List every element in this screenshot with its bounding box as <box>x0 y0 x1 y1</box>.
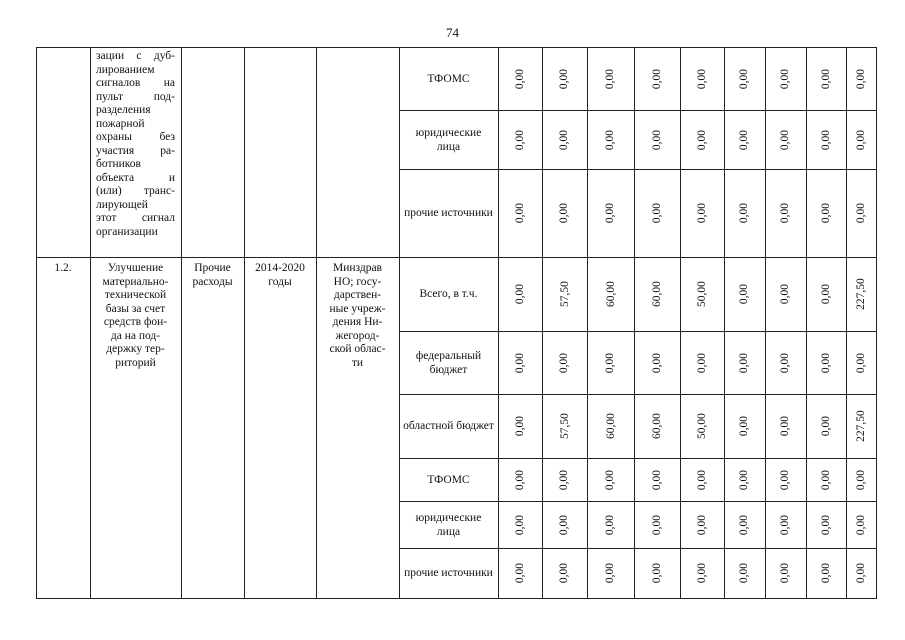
amount-value: 0,00 <box>514 68 526 89</box>
amount-value: 0,00 <box>558 514 571 535</box>
amount-value: 0,00 <box>820 202 832 224</box>
amount-cell <box>846 257 876 331</box>
table-vline <box>876 47 877 599</box>
funding-source-label: областной бюджет <box>403 420 494 432</box>
expense-type <box>183 262 242 289</box>
amount-value: 0,00 <box>820 469 832 490</box>
amount-cell <box>724 47 765 110</box>
executor-line: ные учреж- <box>329 302 386 315</box>
amount-cell <box>587 110 634 169</box>
amount-cell <box>634 110 680 169</box>
amount-cell <box>634 458 680 501</box>
continued-item-name-line: этот сигнал <box>96 212 175 224</box>
continued-item-name-line: ботников <box>96 158 141 170</box>
amount-value: 0,00 <box>779 68 792 89</box>
amount-value: 0,00 <box>855 129 867 150</box>
amount-value: 0,00 <box>696 469 708 490</box>
amount-cell <box>634 47 680 110</box>
item-name-line: держку тер- <box>106 343 165 355</box>
amount-value: 50,00 <box>696 413 708 439</box>
amount-cell <box>680 394 724 458</box>
funding-source-label: Всего, в т.ч. <box>419 288 478 300</box>
amount-cell <box>587 394 634 458</box>
amount-cell <box>806 110 846 169</box>
amount-value: 0,00 <box>651 202 663 224</box>
amount-value: 50,00 <box>696 281 708 307</box>
amount-value: 0,00 <box>514 283 526 305</box>
expense-type-line: Прочие <box>194 262 231 274</box>
amount-value: 0,00 <box>558 469 571 490</box>
amount-value: 60,00 <box>604 281 617 307</box>
continued-item-name-line: пульт под- <box>96 90 175 103</box>
amount-value: 0,00 <box>651 514 663 535</box>
amount-value: 0,00 <box>514 415 526 437</box>
amount-cell <box>765 501 806 548</box>
amount-cell <box>806 47 846 110</box>
amount-value: 0,00 <box>696 129 708 150</box>
amount-cell <box>806 501 846 548</box>
amount-cell <box>724 548 765 598</box>
amount-cell <box>765 394 806 458</box>
executor-line: Минздрав <box>332 262 382 274</box>
amount-value: 0,00 <box>514 202 526 224</box>
amount-value: 0,00 <box>651 469 663 490</box>
executor-line: НО; госу- <box>333 275 382 288</box>
amount-cell <box>724 394 765 458</box>
item-name-line: Улучшение <box>107 262 164 274</box>
amount-value: 0,00 <box>855 68 867 89</box>
amount-value: 0,00 <box>738 415 751 437</box>
amount-cell <box>765 169 806 257</box>
item-name-line: технической <box>104 289 167 301</box>
amount-cell <box>634 394 680 458</box>
funding-source-label: юридические лица <box>415 126 482 153</box>
amount-value: 0,00 <box>738 562 751 584</box>
amount-cell <box>724 501 765 548</box>
amount-value: 0,00 <box>779 562 792 584</box>
continued-item-name-line: (или) транс- <box>96 185 175 197</box>
amount-value: 0,00 <box>738 469 751 490</box>
funding-source-label: прочие источники <box>404 207 493 219</box>
period-line: годы <box>268 275 292 288</box>
amount-value: 227,50 <box>855 278 867 310</box>
page-number: 74 <box>446 25 459 40</box>
amount-cell <box>680 257 724 331</box>
amount-cell <box>846 501 876 548</box>
amount-value: 0,00 <box>779 415 792 437</box>
table-hline <box>36 598 877 599</box>
item-name-line: да на под- <box>110 329 161 342</box>
amount-cell <box>680 501 724 548</box>
amount-value: 57,50 <box>558 413 571 439</box>
amount-cell <box>498 257 542 331</box>
amount-cell <box>724 257 765 331</box>
amount-cell <box>680 110 724 169</box>
amount-cell <box>765 47 806 110</box>
amount-cell <box>846 458 876 501</box>
amount-value: 0,00 <box>820 514 832 535</box>
amount-cell <box>587 548 634 598</box>
amount-cell <box>634 169 680 257</box>
continued-item-name-line: лированием <box>96 63 155 76</box>
amount-value: 0,00 <box>651 68 663 89</box>
amount-cell <box>724 169 765 257</box>
amount-cell <box>765 458 806 501</box>
amount-cell <box>634 501 680 548</box>
amount-value: 0,00 <box>738 202 751 224</box>
amount-value: 0,00 <box>779 283 792 305</box>
amount-value: 0,00 <box>779 202 792 224</box>
item-name <box>94 262 177 370</box>
amount-cell <box>498 501 542 548</box>
amount-cell <box>846 47 876 110</box>
amount-cell <box>765 257 806 331</box>
amount-cell <box>498 548 542 598</box>
amount-cell <box>765 110 806 169</box>
amount-value: 0,00 <box>604 129 617 150</box>
amount-cell <box>498 458 542 501</box>
amount-cell <box>498 47 542 110</box>
amount-cell <box>634 548 680 598</box>
amount-value: 0,00 <box>738 68 751 89</box>
amount-value: 0,00 <box>855 202 867 224</box>
amount-cell <box>806 257 846 331</box>
amount-value: 60,00 <box>651 281 663 307</box>
continued-item-name-line: сигналов на <box>96 77 175 89</box>
amount-cell <box>806 394 846 458</box>
amount-value: 0,00 <box>604 68 617 89</box>
continued-item-name-line: охраны без <box>96 131 175 143</box>
amount-value: 0,00 <box>738 352 751 373</box>
amount-value: 0,00 <box>855 562 867 584</box>
amount-cell <box>806 331 846 394</box>
amount-cell <box>634 331 680 394</box>
amount-cell <box>634 257 680 331</box>
amount-cell <box>846 548 876 598</box>
amount-cell <box>542 394 587 458</box>
amount-cell <box>498 110 542 169</box>
amount-cell <box>498 394 542 458</box>
amount-value: 0,00 <box>651 562 663 584</box>
amount-value: 60,00 <box>604 413 617 439</box>
amount-value: 0,00 <box>779 514 792 535</box>
amount-cell <box>542 548 587 598</box>
amount-cell <box>680 548 724 598</box>
amount-value: 0,00 <box>558 202 571 224</box>
amount-cell <box>724 110 765 169</box>
executor-line: дарствен- <box>333 289 382 301</box>
amount-value: 60,00 <box>651 413 663 439</box>
amount-value: 0,00 <box>820 415 832 437</box>
amount-value: 0,00 <box>514 352 526 373</box>
amount-cell <box>587 458 634 501</box>
row-number: 1.2. <box>54 262 72 274</box>
period <box>246 262 314 289</box>
amount-cell <box>806 458 846 501</box>
amount-cell <box>680 331 724 394</box>
amount-value: 57,50 <box>558 281 571 307</box>
funding-source-label: ТФОМС <box>427 72 470 85</box>
amount-value: 0,00 <box>696 562 708 584</box>
amount-cell <box>806 548 846 598</box>
table-vline <box>181 47 182 599</box>
amount-cell <box>542 501 587 548</box>
amount-value: 0,00 <box>820 352 832 373</box>
amount-cell <box>542 47 587 110</box>
amount-value: 0,00 <box>696 68 708 89</box>
amount-value: 0,00 <box>604 562 617 584</box>
continued-item-name-line: разделения <box>96 104 151 116</box>
amount-cell <box>846 394 876 458</box>
continued-item-name-line: лирующей <box>96 198 148 211</box>
amount-value: 0,00 <box>604 469 617 490</box>
amount-value: 0,00 <box>820 129 832 150</box>
amount-value: 0,00 <box>514 562 526 584</box>
table-vline <box>244 47 245 599</box>
amount-value: 0,00 <box>820 283 832 305</box>
amount-value: 0,00 <box>514 514 526 535</box>
amount-cell <box>846 110 876 169</box>
amount-value: 0,00 <box>820 68 832 89</box>
amount-value: 0,00 <box>604 352 617 373</box>
amount-value: 0,00 <box>558 352 571 373</box>
amount-cell <box>724 331 765 394</box>
executor-line: ти <box>351 356 364 369</box>
amount-cell <box>765 331 806 394</box>
amount-value: 0,00 <box>855 514 867 535</box>
amount-cell <box>806 169 846 257</box>
item-name-line: материально- <box>102 275 169 288</box>
amount-value: 0,00 <box>651 352 663 373</box>
amount-cell <box>542 257 587 331</box>
amount-value: 0,00 <box>738 283 751 305</box>
amount-value: 0,00 <box>855 352 867 373</box>
amount-cell <box>587 169 634 257</box>
amount-cell <box>724 458 765 501</box>
amount-value: 0,00 <box>820 562 832 584</box>
continued-item-name-line: зации с дуб- <box>96 50 175 62</box>
funding-source-label: прочие источники <box>404 567 493 579</box>
expense-type-line: расходы <box>192 275 233 288</box>
amount-cell <box>542 110 587 169</box>
amount-value: 0,00 <box>738 514 751 535</box>
continued-item-name-line: участия ра- <box>96 144 175 157</box>
amount-value: 0,00 <box>738 129 751 150</box>
amount-cell <box>680 47 724 110</box>
amount-cell <box>542 331 587 394</box>
amount-cell <box>846 331 876 394</box>
amount-cell <box>587 331 634 394</box>
amount-value: 0,00 <box>779 352 792 373</box>
table-vline <box>316 47 317 599</box>
continued-item-name-line: объекта и <box>96 171 175 184</box>
amount-value: 0,00 <box>514 469 526 490</box>
amount-cell <box>587 501 634 548</box>
funding-source-label: ТФОМС <box>427 473 470 486</box>
amount-cell <box>587 47 634 110</box>
executor-line: жегород- <box>335 329 380 342</box>
amount-cell <box>542 169 587 257</box>
amount-value: 0,00 <box>558 129 571 150</box>
amount-value: 0,00 <box>604 514 617 535</box>
amount-value: 0,00 <box>696 514 708 535</box>
item-name-line: средств фон- <box>103 316 168 328</box>
amount-value: 0,00 <box>779 129 792 150</box>
continued-item-name <box>96 50 175 239</box>
amount-cell <box>765 548 806 598</box>
amount-cell <box>846 169 876 257</box>
amount-value: 0,00 <box>558 562 571 584</box>
amount-value: 0,00 <box>558 68 571 89</box>
table-vline <box>90 47 91 599</box>
amount-value: 0,00 <box>651 129 663 150</box>
funding-source-label: юридические лица <box>415 511 482 538</box>
amount-value: 0,00 <box>855 469 867 490</box>
executor <box>320 262 395 370</box>
amount-cell <box>542 458 587 501</box>
amount-cell <box>680 169 724 257</box>
executor-line: ской облас- <box>329 343 386 355</box>
funding-source-label: федеральный бюджет <box>415 349 482 376</box>
item-name-line: риторий <box>115 356 156 369</box>
item-name-line: базы за счет <box>105 302 166 315</box>
amount-cell <box>498 331 542 394</box>
amount-value: 0,00 <box>514 129 526 150</box>
executor-line: дения Ни- <box>332 316 383 328</box>
amount-value: 0,00 <box>696 202 708 224</box>
amount-value: 0,00 <box>779 469 792 490</box>
table-vline <box>399 47 400 599</box>
amount-value: 227,50 <box>855 410 867 442</box>
amount-value: 0,00 <box>696 352 708 373</box>
amount-cell <box>498 169 542 257</box>
period-line: 2014-2020 <box>255 262 305 274</box>
amount-value: 0,00 <box>604 202 617 224</box>
amount-cell <box>680 458 724 501</box>
table-vline <box>36 47 37 599</box>
amount-cell <box>587 257 634 331</box>
continued-item-name-line: пожарной <box>96 117 145 130</box>
continued-item-name-line: организации <box>96 225 158 238</box>
